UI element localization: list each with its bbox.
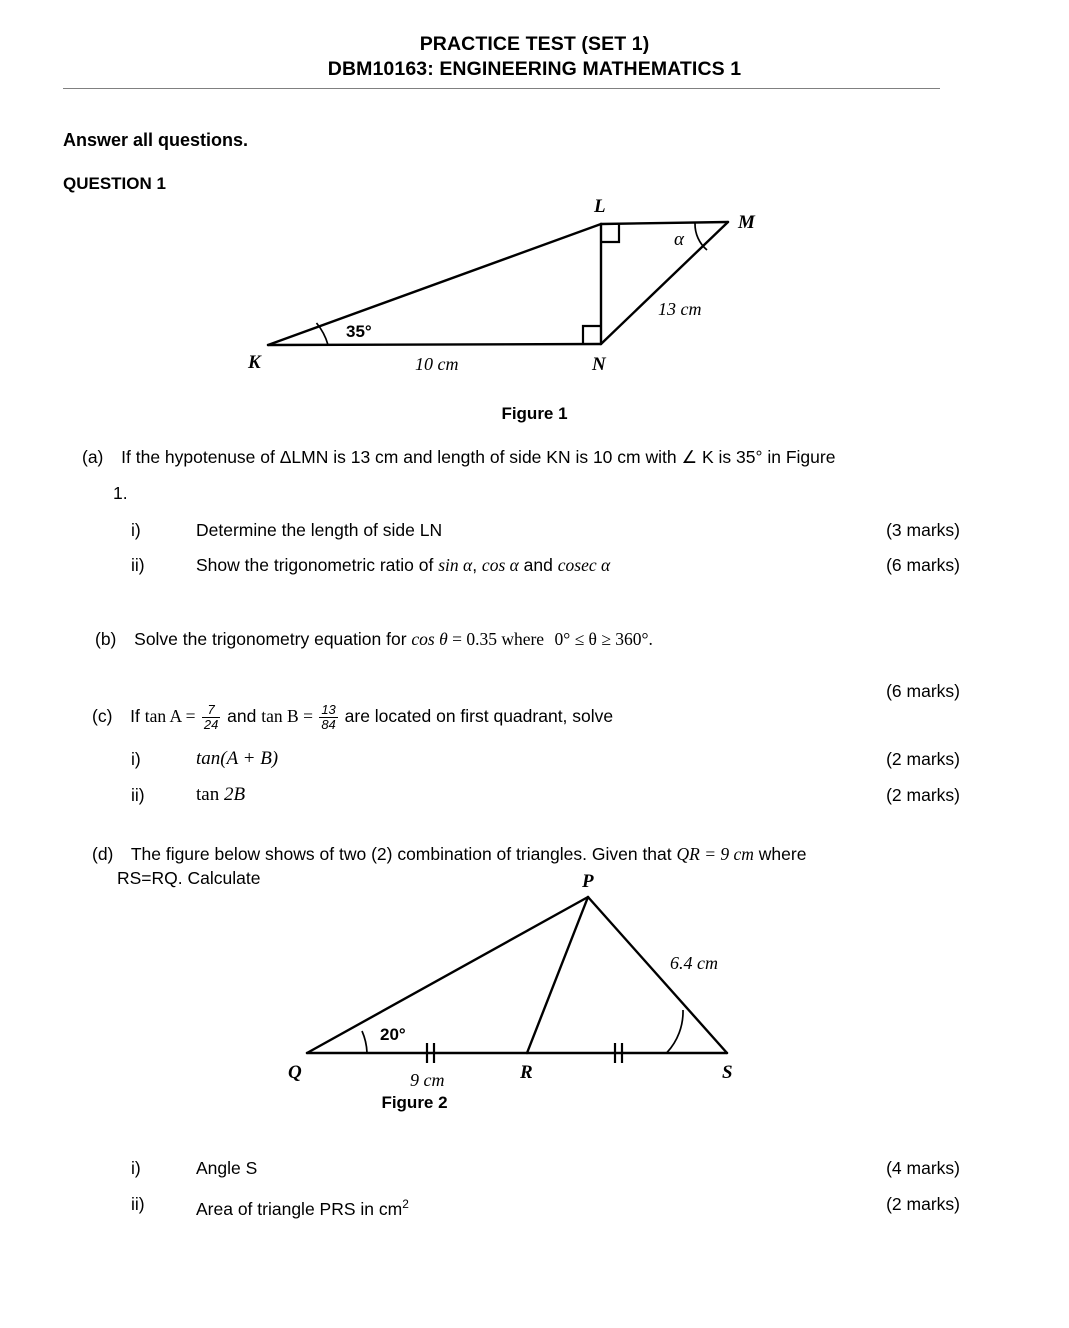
figure1-vertex-label-K: K	[248, 352, 261, 373]
part-a-item-ii-text	[196, 553, 610, 577]
segment-PS	[588, 897, 727, 1053]
figure1-side-kn-label: 10 cm	[415, 354, 459, 374]
part-a-item-ii-math2: cos α	[481, 555, 519, 575]
part-a-label: (a)	[82, 447, 104, 467]
part-c-text-suffix: are located on first quadrant, solve	[339, 705, 614, 726]
figure2-vertex-label-P: P	[582, 871, 594, 892]
right-angle-marker-N	[583, 326, 601, 344]
figure2-angle-q-label: 20°	[380, 1025, 406, 1044]
fraction-a-denominator: 24	[203, 716, 219, 732]
part-a-item-ii-marks: (6 marks)	[886, 555, 960, 575]
part-d-item-ii-number: ii)	[131, 1194, 145, 1214]
segment-KN	[268, 344, 601, 345]
part-a-item-i-text: Determine the length of side LN	[196, 520, 443, 540]
part-c-item-ii-marks: (2 marks)	[886, 785, 960, 805]
part-a-item-ii-math1: sin α	[438, 555, 473, 575]
figure-2-caption: Figure 2	[381, 1093, 448, 1112]
instruction-text: Answer all questions.	[63, 130, 249, 150]
part-a-item-i-number: i)	[131, 520, 141, 540]
part-a-item-ii-prefix: Show the trigonometric ratio of	[196, 555, 439, 575]
part-c-eq2: =	[298, 705, 318, 726]
part-c-tan-b: tan B	[261, 705, 299, 726]
part-d-text-line1-math: QR = 9 cm	[676, 844, 754, 864]
part-d-item-ii-superscript: 2	[402, 1197, 409, 1211]
part-c-tan-a: tan A	[144, 705, 182, 726]
part-b-period: .	[648, 629, 653, 649]
document-header	[0, 32, 1069, 82]
figure2-side-ps-label: 6.4 cm	[670, 953, 718, 973]
part-d-item-ii-marks: (2 marks)	[886, 1194, 960, 1214]
header-title-line2: DBM10163: ENGINEERING MATHEMATICS 1	[327, 58, 742, 80]
part-d-label: (d)	[92, 844, 114, 864]
part-c-label: (c)	[92, 705, 113, 726]
part-a-item-ii-sep1: ,	[472, 555, 482, 575]
part-b-block	[95, 627, 653, 651]
part-c-item-i-number: i)	[131, 749, 141, 769]
part-b-marks: (6 marks)	[886, 681, 960, 701]
figure1-vertex-label-N: N	[592, 354, 606, 375]
part-a-item-ii-sep2: and	[518, 555, 558, 575]
part-c-fraction-b	[319, 703, 337, 731]
right-angle-marker-L	[601, 224, 619, 242]
figure-1-caption: Figure 1	[501, 404, 568, 423]
figure-2-diagram	[270, 873, 770, 1088]
part-a-text-line2: 1.	[113, 483, 128, 503]
angle-arc-Q	[362, 1031, 367, 1053]
part-c-item-ii-tan: tan	[196, 784, 224, 805]
question-heading: QUESTION 1	[63, 174, 166, 193]
segment-KL	[268, 224, 601, 345]
header-title-line1: PRACTICE TEST (SET 1)	[419, 33, 650, 55]
part-c-text-prefix: If	[130, 705, 145, 726]
part-d-item-i-number: i)	[131, 1158, 141, 1178]
part-d-text-line1-b: where	[753, 844, 807, 864]
angle-arc-M	[695, 224, 707, 251]
part-c-mid: and	[222, 705, 262, 726]
fraction-b-numerator: 13	[321, 702, 336, 717]
figure1-vertex-label-M: M	[738, 212, 755, 233]
part-d-item-ii-text	[196, 1192, 409, 1221]
part-b-equation: cos θ	[411, 629, 448, 649]
part-a-block	[82, 445, 972, 469]
part-d-item-ii-main: Area of triangle PRS in cm	[196, 1198, 403, 1219]
part-b-label: (b)	[95, 629, 117, 649]
part-a-item-ii-number: ii)	[131, 555, 145, 575]
figure2-vertex-label-Q: Q	[288, 1062, 302, 1083]
part-c-item-ii-number: ii)	[131, 785, 145, 805]
part-b-text-prefix: Solve the trigonometry equation for	[134, 629, 412, 649]
figure1-side-mn-label: 13 cm	[658, 299, 702, 319]
figure1-vertex-label-L: L	[594, 196, 606, 217]
part-b-range: 0° ≤ θ ≥ 360°	[554, 629, 649, 649]
figure2-side-qr-label: 9 cm	[410, 1070, 445, 1090]
figure-1-diagram	[230, 190, 790, 390]
segment-QP	[307, 897, 588, 1053]
part-d-text-line1-a: The figure below shows of two (2) combination of triangles. Given that	[130, 844, 677, 864]
part-c-block	[92, 703, 613, 731]
part-d-block	[92, 842, 806, 866]
figure2-vertex-label-S: S	[722, 1062, 733, 1083]
part-c-item-i-text: tan(A + B)	[196, 748, 279, 769]
part-c-item-ii-arg: 2B	[223, 784, 246, 805]
part-d-item-i-marks: (4 marks)	[886, 1158, 960, 1178]
figure1-angle-m-label: α	[674, 229, 684, 250]
figure2-vertex-label-R: R	[520, 1062, 533, 1083]
segment-LM	[601, 222, 728, 224]
segment-PR	[527, 897, 588, 1053]
part-d-text-line2: RS=RQ. Calculate	[117, 868, 261, 888]
part-a-item-i-marks: (3 marks)	[886, 520, 960, 540]
figure1-angle-k-label: 35°	[346, 322, 372, 341]
part-d-item-i-text: Angle S	[196, 1158, 258, 1178]
fraction-b-denominator: 84	[321, 716, 336, 732]
angle-arc-S	[667, 1010, 683, 1053]
part-a-text-line1: If the hypotenuse of ΔLMN is 13 cm and length of side KN is 10 cm with ∠ K is 35° in Figure	[121, 447, 836, 467]
part-c-item-ii-text	[196, 783, 245, 807]
part-b-equals: = 0.35 where	[447, 629, 549, 649]
header-divider	[63, 88, 940, 89]
part-c-item-i-marks: (2 marks)	[886, 749, 960, 769]
part-c-eq1: =	[181, 705, 200, 726]
part-a-item-ii-math3: cosec α	[557, 555, 611, 575]
fraction-a-numerator: 7	[207, 702, 215, 717]
part-c-fraction-a	[202, 703, 220, 731]
